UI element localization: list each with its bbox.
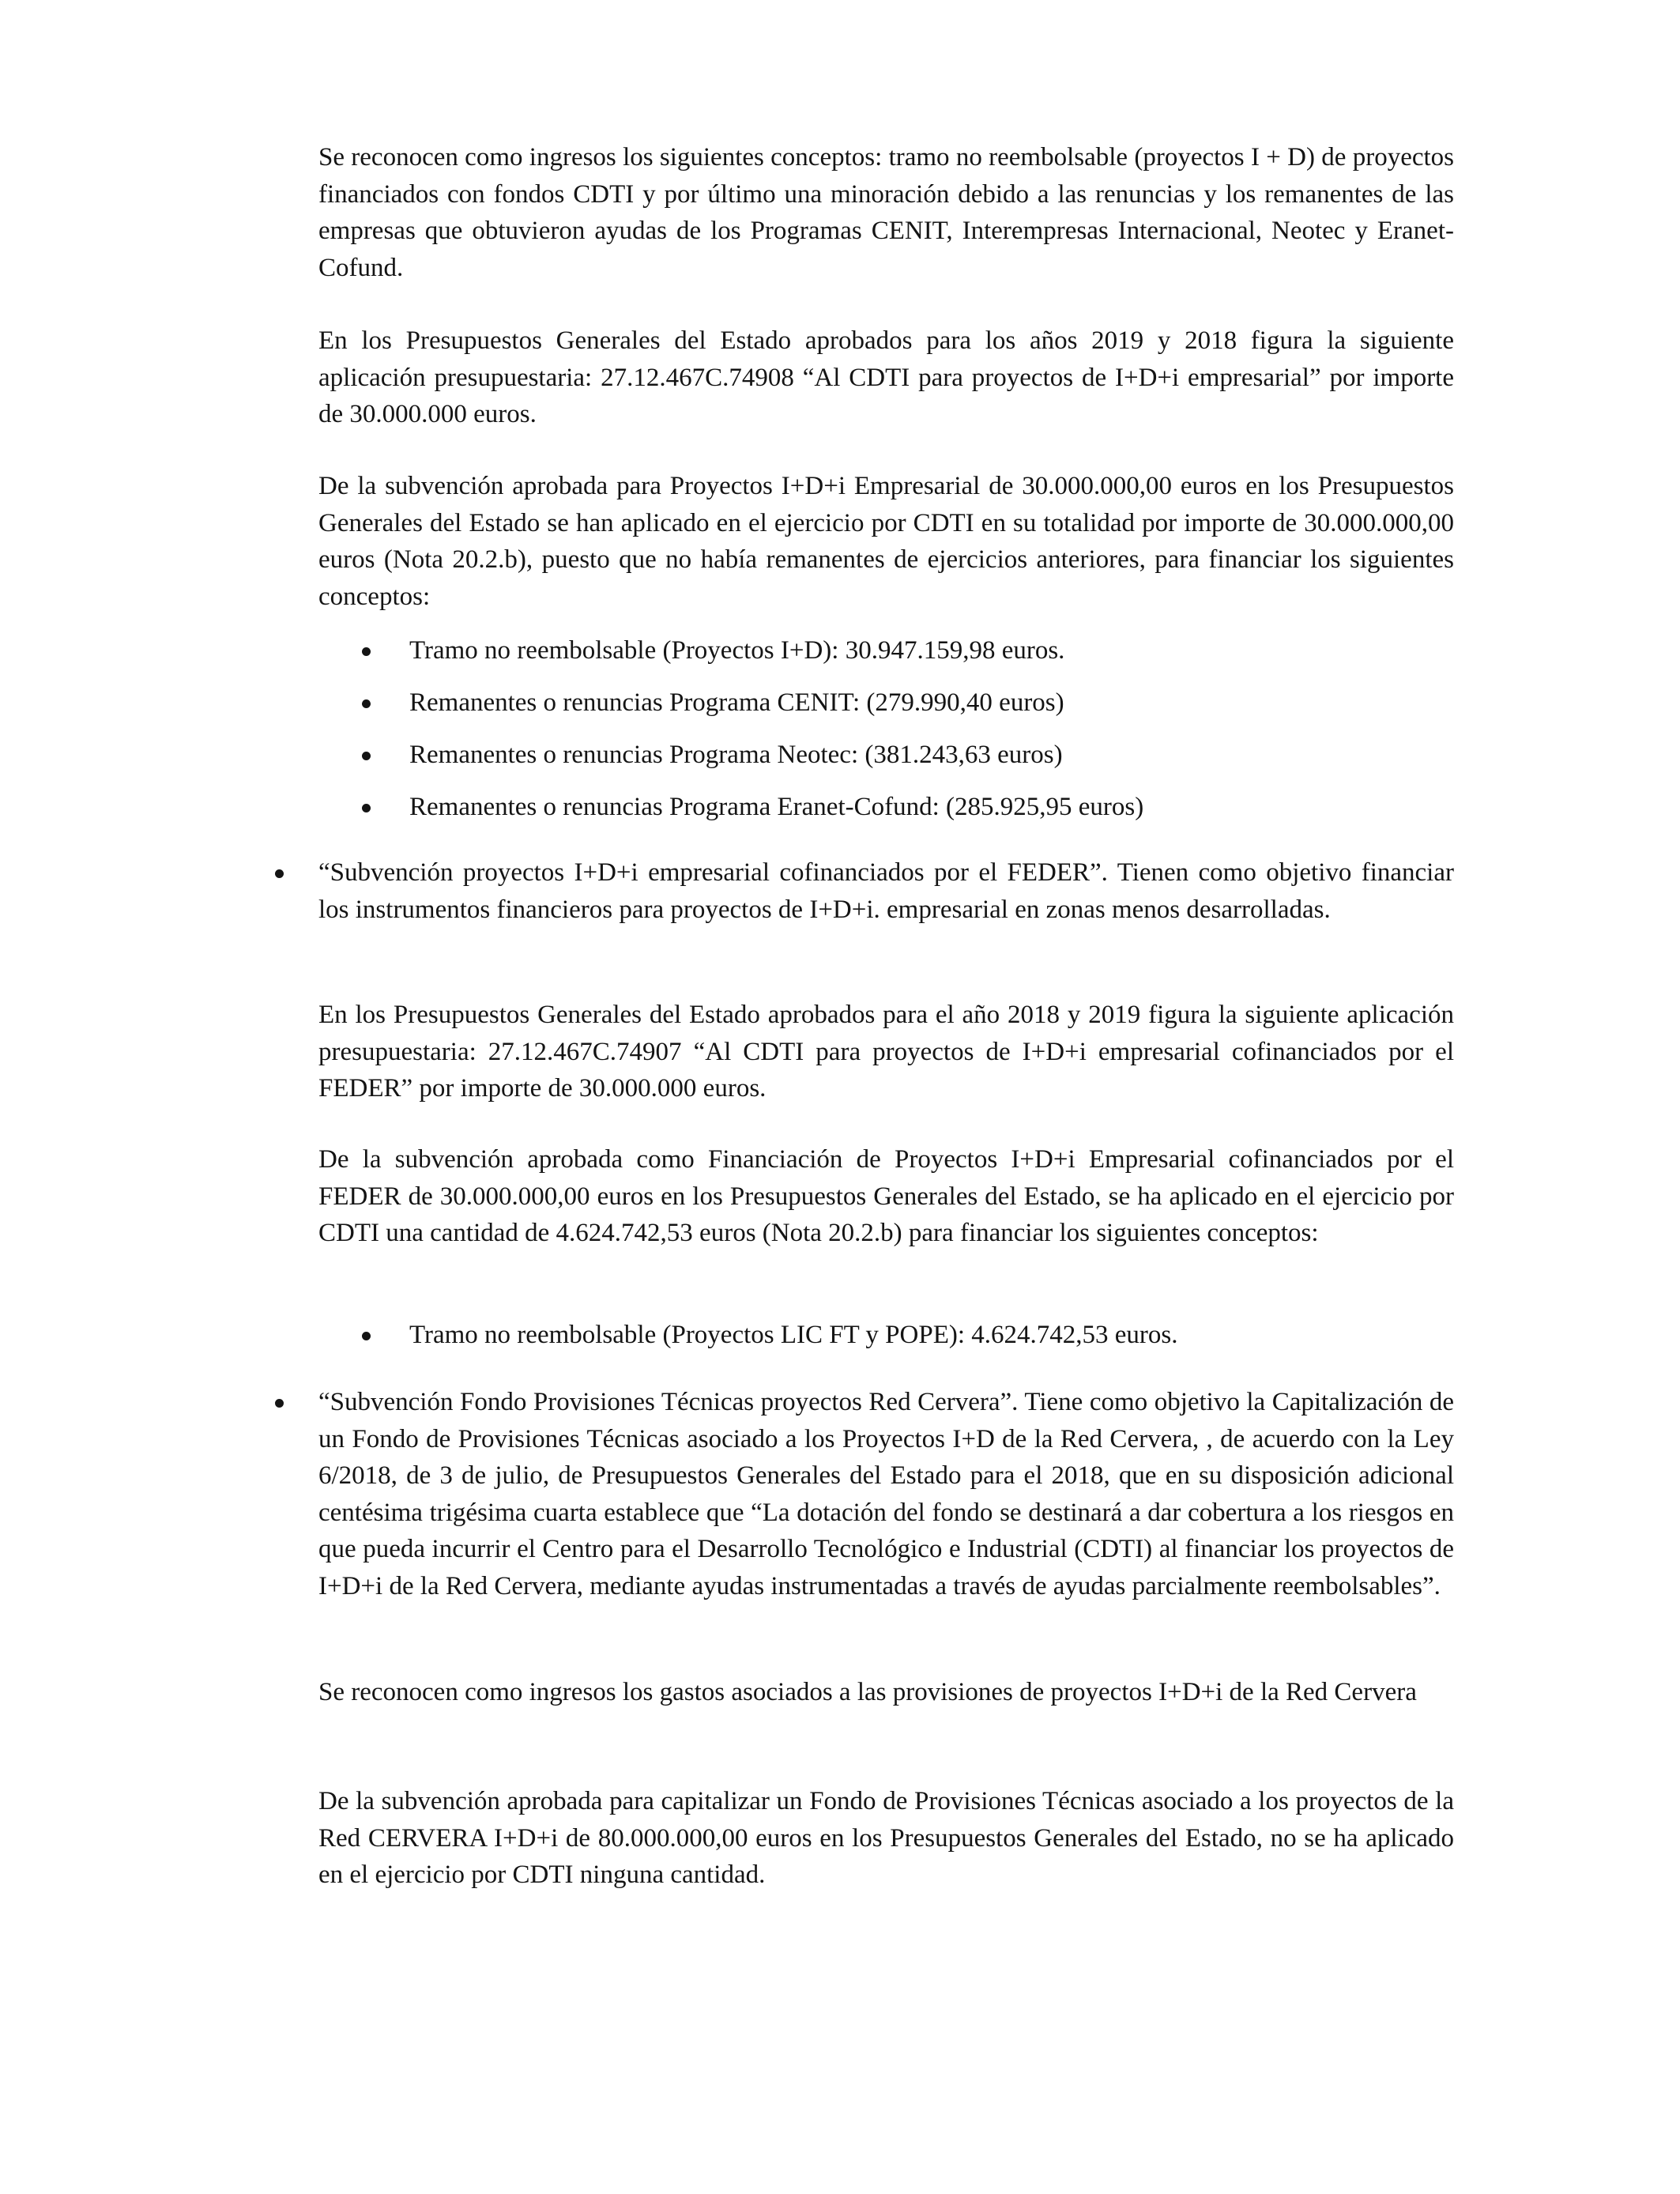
bullet-icon	[362, 699, 371, 708]
paragraph-presupuestos-74908: En los Presupuestos Generales del Estado aprobados para los años 2019 y 2018 figura la siguiente aplicación presupuestaria: 27.12.467C.74908 “Al CDTI para proyectos de I+D+i empresarial” por importe de 30.000.000 euros.	[318, 326, 1454, 428]
bullet-icon	[362, 1332, 371, 1340]
list-item: Remanentes o renuncias Programa Neotec: (381.243,63 euros)	[409, 741, 1063, 769]
paragraph-subvencion-proyectos: De la subvención aprobada para Proyectos I+D+i Empresarial de 30.000.000,00 euros en los Presupuestos Generales del Estado se han aplicado en el ejercicio por CDTI en su totalidad por importe de 30.000.000,00 euros (Nota 20.2.b), puesto que no había remanentes de ejercicios anteriores, para financiar los siguientes conceptos:	[318, 472, 1454, 611]
bullet-icon	[362, 647, 371, 656]
paragraph-fondo-red-cervera: “Subvención Fondo Provisiones Técnicas proyectos Red Cervera”. Tiene como objetivo la Capitalización de un Fondo de Provisiones Técnicas asociado a los Proyectos I+D de la Red Cervera, , de acuerdo con la Ley 6/2018, de 3 de julio, de Presupuestos Generales del Estado para el 2018, que en su disposición adicional centésima trigésima cuarta establece que “La dotación del fondo se destinará a dar cobertura a los riesgos en que pueda incurrir el Centro para el Desarrollo Tecnológico e Industrial (CDTI) al financiar los proyectos de I+D+i de la Red Cervera, mediante ayudas instrumentadas a través de ayudas parcialmente reembolsables”.	[318, 1388, 1454, 1600]
list-item: Tramo no reembolsable (Proyectos I+D): 30.947.159,98 euros.	[409, 636, 1065, 665]
list-item: Remanentes o renuncias Programa CENIT: (279.990,40 euros)	[409, 688, 1064, 717]
bullet-icon	[275, 869, 284, 878]
paragraph-ingresos-conceptos: Se reconocen como ingresos los siguientes conceptos: tramo no reembolsable (proyectos I + D) de proyectos financiados con fondos CDTI y por último una minoración debido a las renuncias y los remanentes de las empresas que obtuvieron ayudas de los Programas CENIT, Interempresas Internacional, Neotec y Eranet-Cofund.	[318, 143, 1454, 282]
paragraph-subvencion-feder: “Subvención proyectos I+D+i empresarial cofinanciados por el FEDER”. Tienen como objetivo financiar los instrumentos financieros para proyectos de I+D+i. empresarial en zonas menos desarrolladas.	[318, 858, 1454, 924]
bullet-icon	[362, 804, 371, 812]
list-item: Tramo no reembolsable (Proyectos LIC FT y POPE): 4.624.742,53 euros.	[409, 1321, 1178, 1349]
paragraph-ingresos-red-cervera: Se reconocen como ingresos los gastos asociados a las provisiones de proyectos I+D+i de la Red Cervera	[318, 1678, 1417, 1706]
bullet-icon	[362, 752, 371, 760]
paragraph-fondo-no-aplicado: De la subvención aprobada para capitalizar un Fondo de Provisiones Técnicas asociado a los proyectos de la Red CERVERA I+D+i de 80.000.000,00 euros en los Presupuestos Generales del Estado, no se ha aplicado en el ejercicio por CDTI ninguna cantidad.	[318, 1787, 1454, 1889]
paragraph-presupuestos-74907: En los Presupuestos Generales del Estado aprobados para el año 2018 y 2019 figura la siguiente aplicación presupuestaria: 27.12.467C.74907 “Al CDTI para proyectos de I+D+i empresarial cofinanciados por el FEDER” por importe de 30.000.000 euros.	[318, 1001, 1454, 1103]
list-item: Remanentes o renuncias Programa Eranet-Cofund: (285.925,95 euros)	[409, 793, 1144, 821]
bullet-icon	[275, 1399, 284, 1408]
paragraph-subvencion-feder-aplicada: De la subvención aprobada como Financiación de Proyectos I+D+i Empresarial cofinanciados por el FEDER de 30.000.000,00 euros en los Presupuestos Generales del Estado, se ha aplicado en el ejercicio por CDTI una cantidad de 4.624.742,53 euros (Nota 20.2.b) para financiar los siguientes conceptos:	[318, 1145, 1454, 1247]
